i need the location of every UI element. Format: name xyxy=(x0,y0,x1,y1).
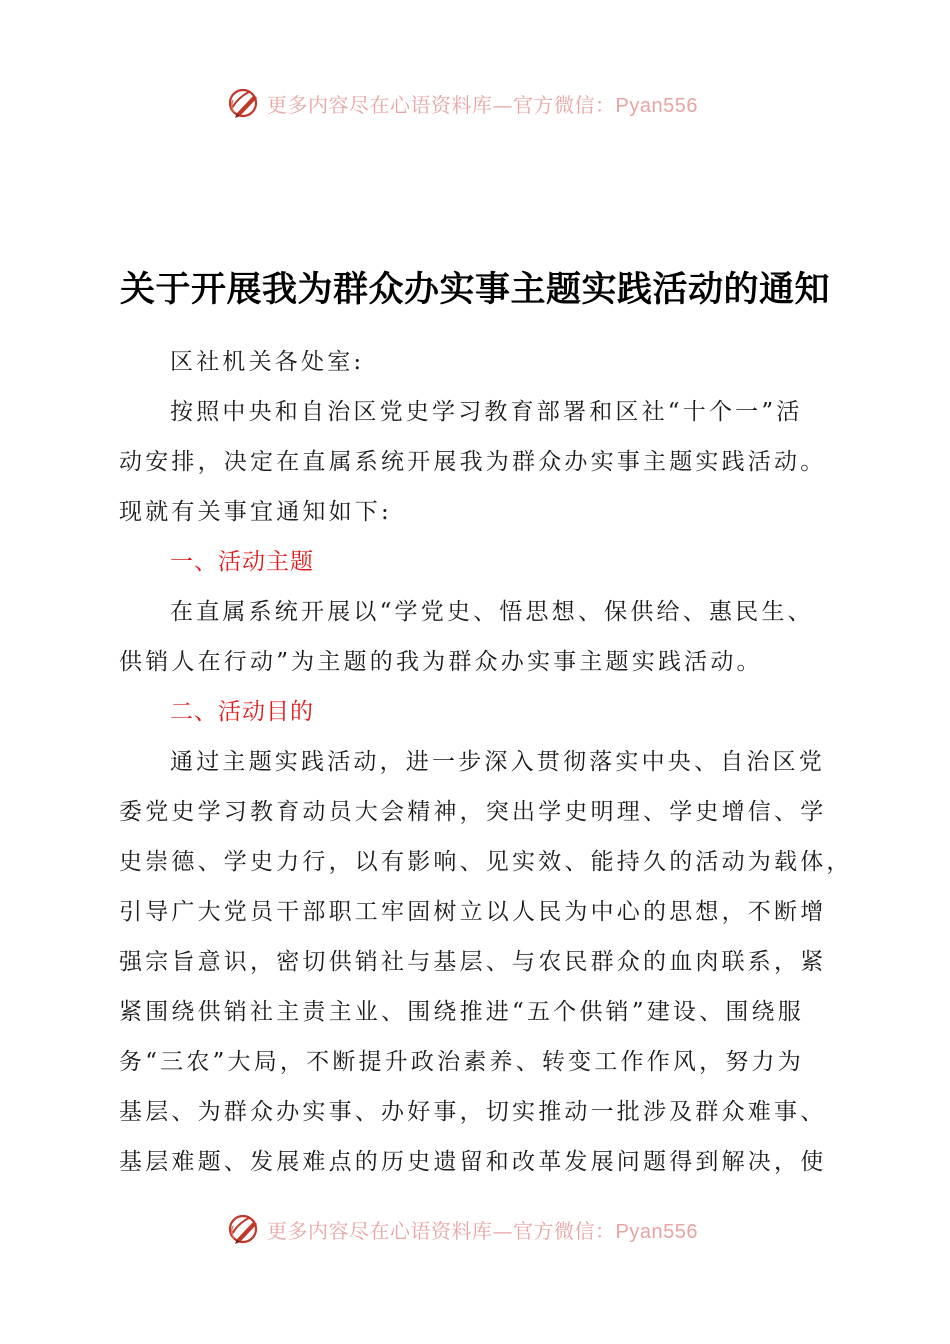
paragraph-line: 在直属系统开展以“学党史、悟思想、保供给、惠民生、 xyxy=(170,599,814,625)
intro-line: 按照中央和自治区党史学习教育部署和区社“十个一”活 xyxy=(170,399,803,425)
header-watermark xyxy=(227,85,698,121)
intro-line: 现就有关事宜通知如下: xyxy=(119,499,392,525)
paragraph-line: 史崇德、学史力行，以有影响、见实效、能持久的活动为载体， xyxy=(119,849,853,875)
paragraph-line: 紧围绕供销社主责主业、围绕推进“五个供销”建设、围绕服 xyxy=(119,999,804,1025)
paragraph-line: 引导广大党员干部职工牢固树立以人民为中心的思想，不断增 xyxy=(119,899,827,925)
watermark-id: Pyan556 xyxy=(615,1220,698,1243)
watermark-text-b: 官方微信： xyxy=(513,94,616,117)
salutation: 区社机关各处室: xyxy=(170,349,365,375)
paragraph-line: 委党史学习教育动员大会精神，突出学史明理、学史增信、学 xyxy=(119,799,827,825)
watermark-id: Pyan556 xyxy=(615,94,698,117)
intro-line: 动安排，决定在直属系统开展我为群众办实事主题实践活动。 xyxy=(119,449,827,475)
paragraph-line: 务“三农”大局，不断提升政治素养、转变工作作风，努力为 xyxy=(119,1049,804,1075)
document-title: 关于开展我为群众办实事主题实践活动的通知 xyxy=(119,270,830,310)
paragraph-line: 通过主题实践活动，进一步深入贯彻落实中央、自治区党 xyxy=(170,749,825,775)
section-heading-purpose: 二、活动目的 xyxy=(170,699,314,725)
paragraph-line: 基层、为群众办实事、办好事，切实推动一批涉及群众难事、 xyxy=(119,1099,827,1125)
paragraph-line: 基层难题、发展难点的历史遗留和改革发展问题得到解决，使 xyxy=(119,1149,827,1175)
footer-watermark xyxy=(227,1211,698,1247)
section-heading-theme: 一、活动主题 xyxy=(170,549,314,575)
watermark-text-a: 更多内容尽在心语资料库— xyxy=(267,1218,513,1243)
pen-logo-icon xyxy=(227,86,261,120)
watermark-text-b: 官方微信： xyxy=(513,1220,616,1243)
watermark-text xyxy=(267,1215,698,1244)
paragraph-line: 供销人在行动”为主题的我为群众办实事主题实践活动。 xyxy=(119,649,763,675)
document-body xyxy=(119,337,853,1187)
watermark-text-a: 更多内容尽在心语资料库— xyxy=(267,92,513,117)
pen-logo-icon xyxy=(227,1212,261,1246)
paragraph-line: 强宗旨意识，密切供销社与基层、与农民群众的血肉联系，紧 xyxy=(119,949,827,975)
watermark-text xyxy=(267,89,698,118)
